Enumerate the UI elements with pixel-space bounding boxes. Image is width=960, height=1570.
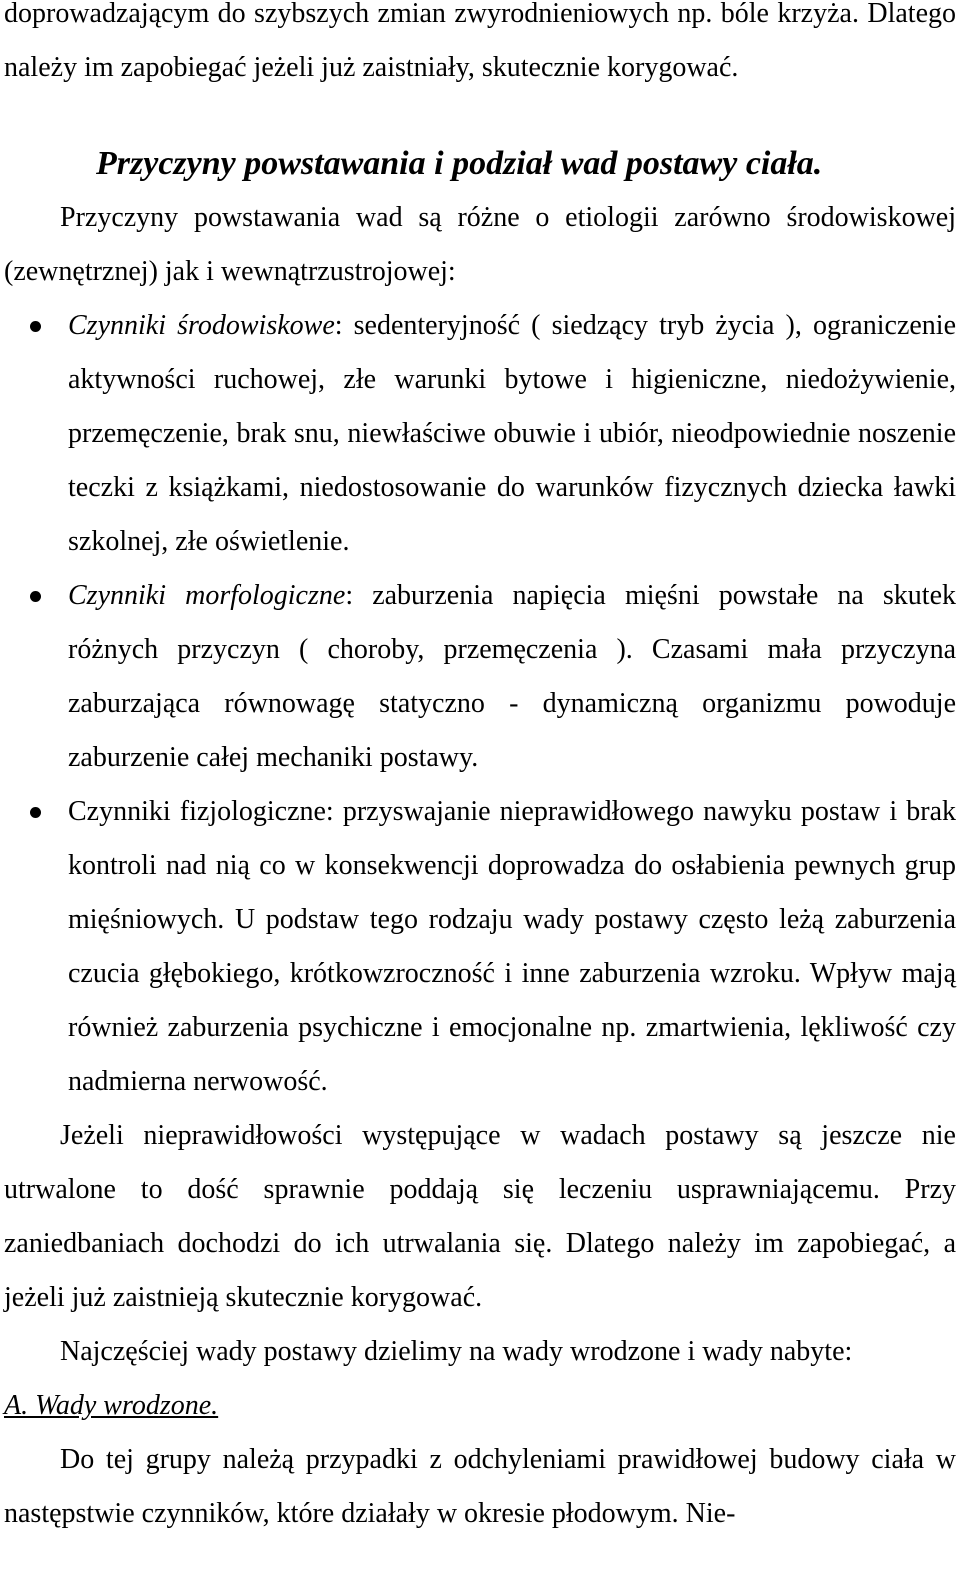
list-item-text: : sedenteryjność ( siedzący tryb życia ), ograniczenie aktywności ruchowej, złe warunki bytowe i higieniczne, niedożywienie, przemęczenie, brak snu, niewłaściwe obuwie i ubiór, nieodpowiednie noszenie teczki z książkami, niedostosowanie do warunków fizycznych dziecka ławki szkolnej, złe oświetlenie. xyxy=(68,310,956,557)
list-item-text: Czynniki fizjologiczne: przyswajanie nieprawidłowego nawyku postaw i brak kontroli nad nią co w konsekwencji doprowadza do osłabienia pewnych grup mięśniowych. U podstaw tego rodzaju wady postawy często leżą zaburzenia czucia głębokiego, krótkowzroczność i inne zaburzenia wzroku. Wpływ mają również zaburzenia psychiczne i emocjonalne np. zmartwienia, lękliwość czy nadmierna nerwowość. xyxy=(68,796,956,1097)
body-paragraph: Najczęściej wady postawy dzielimy na wady wrodzone i wady nabyte: xyxy=(60,1336,853,1367)
body-paragraph: Do tej grupy należą przypadki z odchyleniami prawidłowej budowy ciała w następstwie czynników, które działały w okresie płodowym. Nie- xyxy=(4,1444,956,1529)
subsection-title: A. Wady wrodzone. xyxy=(4,1390,219,1421)
bullet-icon xyxy=(30,807,41,818)
body-paragraph: Jeżeli nieprawidłowości występujące w wadach postawy są jeszcze nie utrwalone to dość sprawnie poddają się leczeniu usprawniającemu. Przy zaniedbaniach dochodzi do ich utrwalania się. Dlatego należy im zapobiegać, a jeżeli już zaistnieją skutecznie korygować. xyxy=(4,1120,956,1313)
bullet-icon xyxy=(30,321,41,332)
bullet-icon xyxy=(30,591,41,602)
section-heading: Przyczyny powstawania i podział wad postawy ciała. xyxy=(96,145,823,182)
list-item-term: Czynniki morfologiczne xyxy=(68,580,346,611)
list-item-term: Czynniki środowiskowe xyxy=(68,310,335,341)
intro-paragraph: Przyczyny powstawania wad są różne o etiologii zarówno środowiskowej (zewnętrznej) jak i wewnątrzustrojowej: xyxy=(4,202,956,287)
list-item xyxy=(4,569,956,785)
list-item-text: : zaburzenia napięcia mięśni powstałe na skutek różnych przyczyn ( choroby, przemęczenia ). Czasami mała przyczyna zaburzająca równowagę statyczno - dynamiczną organizmu powoduje zaburzenie całej mechaniki postawy. xyxy=(68,580,956,773)
list-item xyxy=(4,299,956,569)
top-paragraph: doprowadzającym do szybszych zmian zwyrodnieniowych np. bóle krzyża. Dlatego należy im zapobiegać jeżeli już zaistniały, skutecznie korygować. xyxy=(4,0,956,83)
list-item xyxy=(4,785,956,1109)
causes-list xyxy=(4,299,956,1109)
